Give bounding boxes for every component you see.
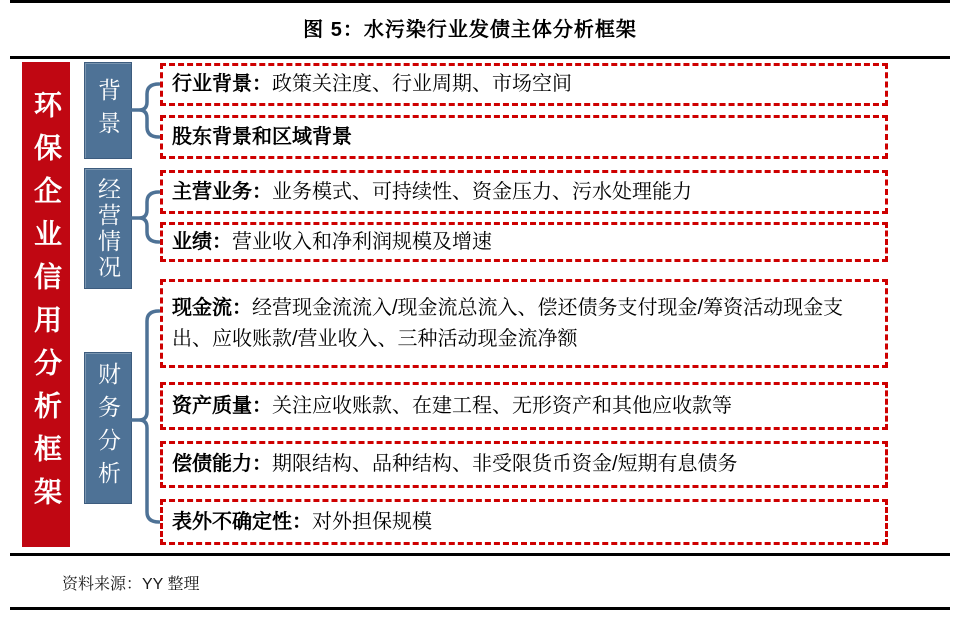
title-divider <box>10 56 950 59</box>
item-box-asset-quality <box>160 382 888 430</box>
footer-top-divider <box>10 553 950 556</box>
item-detail: 对外担保规模 <box>312 510 432 533</box>
category-label-operations: 经营情况 <box>95 176 121 281</box>
item-box-shareholder-background <box>160 115 888 159</box>
item-detail: 营业收入和净利润规模及增速 <box>232 230 492 253</box>
item-box-performance <box>160 222 888 262</box>
item-detail: 经营现金流流入/现金流总流入、偿还债务支付现金/筹资活动现金支出、应收账款/营业收入、三种活动现金流净额 <box>172 296 844 350</box>
item-label: 行业背景： <box>172 73 272 95</box>
item-box-main-business <box>160 170 888 214</box>
category-label-background: 背景 <box>95 77 121 144</box>
item-label: 表外不确定性： <box>172 510 312 533</box>
brace-financial-connector <box>131 311 159 522</box>
brace-operations-connector <box>131 192 159 242</box>
item-label: 偿债能力： <box>172 453 272 475</box>
category-box-operations <box>84 168 132 289</box>
item-label: 业绩： <box>172 230 232 253</box>
framework-title-bar <box>22 62 70 547</box>
item-box-industry-background <box>160 63 888 106</box>
item-box-solvency <box>160 441 888 488</box>
category-box-background <box>84 62 132 159</box>
item-detail: 关注应收账款、在建工程、无形资产和其他应收款等 <box>272 394 732 417</box>
top-divider <box>10 0 950 3</box>
item-detail: 政策关注度、行业周期、市场空间 <box>272 73 572 95</box>
item-label: 股东背景和区域背景 <box>172 125 352 148</box>
item-label: 资产质量： <box>172 394 272 417</box>
brace-background-connector <box>131 84 159 137</box>
item-detail: 业务模式、可持续性、资金压力、污水处理能力 <box>272 180 692 203</box>
item-label: 现金流： <box>172 296 252 319</box>
item-label: 主营业务： <box>172 180 272 203</box>
category-label-financial: 财务分析 <box>95 362 121 494</box>
item-box-cash-flow <box>160 279 888 368</box>
framework-title-text: 环保企业信用分析框架 <box>31 89 62 520</box>
figure-title: 图 5：水污染行业发债主体分析框架 <box>303 19 637 41</box>
item-detail: 期限结构、品种结构、非受限货币资金/短期有息债务 <box>272 453 738 475</box>
category-box-financial <box>84 352 132 504</box>
footer-bottom-divider <box>10 607 950 610</box>
item-box-off-balance-uncertainty <box>160 499 888 545</box>
source-note: 资料来源：YY 整理 <box>62 576 200 593</box>
